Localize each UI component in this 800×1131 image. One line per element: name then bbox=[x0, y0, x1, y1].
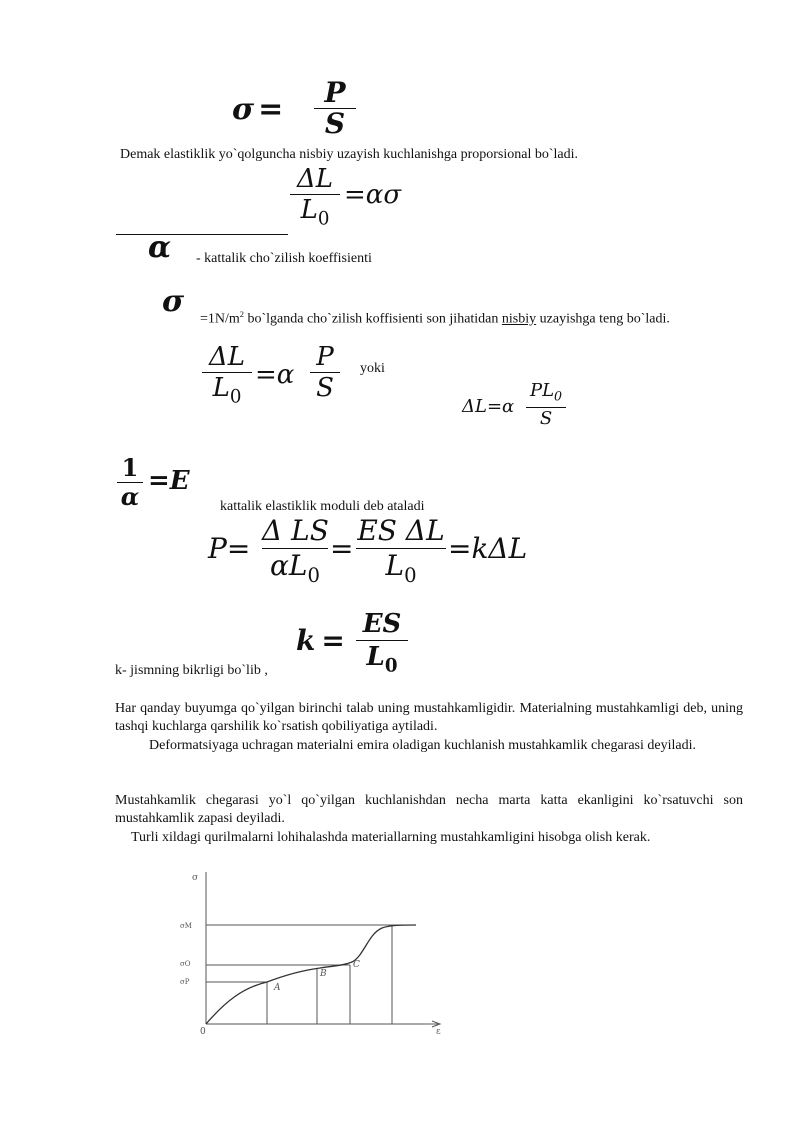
formula5-rhs: =E bbox=[148, 466, 190, 496]
divider-line bbox=[116, 234, 288, 235]
formula7-lhs bbox=[296, 624, 345, 657]
formula3-den-sub: 0 bbox=[229, 386, 242, 408]
paragraph-strength: Har qanday buyumga qo`yilgan birinchi talab uning mustahkamligidir. Materialning mustahkamligi deb, uning tashqi kuchlarga qarshilik ko`rsatish qobiliyatiga aytiladi. bbox=[115, 701, 743, 734]
formula5-num: 1 bbox=[121, 453, 139, 482]
paragraph-ultimate-strength: Deformatsiyaga uchragan materialni emira oladigan kuchlanish mustahkamlik chegarasi deyiladi. bbox=[149, 738, 696, 753]
sigma-symbol: σ bbox=[162, 284, 185, 319]
level-label-sigma-m: σM bbox=[180, 922, 192, 930]
formula-stress-den: S bbox=[324, 107, 346, 140]
formula-stress-fraction bbox=[314, 78, 356, 139]
y-axis-label: σ bbox=[192, 873, 199, 883]
formula6-f1-den: αL bbox=[270, 549, 308, 582]
formula7-eq: = bbox=[321, 624, 345, 657]
level-label-sigma-o: σO bbox=[180, 960, 191, 968]
sigma-def-before: =1N/m bbox=[200, 311, 240, 327]
level-label-sigma-p: σP bbox=[180, 978, 190, 986]
formula3-num2: P bbox=[316, 342, 334, 372]
formula7-k: k bbox=[296, 624, 316, 657]
paragraph-design: Turli xildagi qurilmalarni lohihalashda materiallarning mustahkamligini hisobga olish kerak. bbox=[131, 830, 651, 845]
formula6-f2-den-sub: 0 bbox=[404, 563, 417, 587]
point-label-b: B bbox=[320, 969, 327, 979]
alpha-symbol: α bbox=[148, 230, 172, 265]
formula7-den-sub: 0 bbox=[384, 655, 398, 677]
formula6-f1-den-sub: 0 bbox=[307, 563, 320, 587]
sigma-def-after: uzayishga teng bo`ladi. bbox=[536, 311, 670, 327]
text-proportional: Demak elastiklik yo`qolguncha nisbiy uzayish kuchlanishga proporsional bo`ladi. bbox=[120, 147, 579, 162]
formula6-f2-den: L bbox=[385, 549, 405, 582]
formula4-den: S bbox=[539, 408, 553, 430]
paragraph-safety-factor: Mustahkamlik chegarasi yo`l qo`yilgan kuchlanishdan necha marta katta ekanligini ko`rsatuvchi son mustahkamlik zapasi deyiladi. bbox=[115, 793, 743, 826]
formula-stress-eq: = bbox=[258, 92, 284, 127]
x-axis-label: ε bbox=[436, 1027, 441, 1037]
formula3-fraction2 bbox=[310, 342, 340, 403]
text-yoki: yoki bbox=[360, 361, 385, 376]
formula4-num: PL bbox=[529, 380, 555, 401]
formula4-num-sub: 0 bbox=[554, 388, 563, 404]
formula3-den: L bbox=[212, 373, 230, 403]
stress-strain-curve bbox=[206, 925, 416, 1024]
formula-modulus bbox=[117, 454, 143, 511]
point-label-a: A bbox=[274, 983, 281, 993]
formula6-fraction1 bbox=[262, 514, 328, 593]
alpha-definition-text: - kattalik cho`zilish koeffisienti bbox=[196, 251, 372, 266]
formula3-eq: =α bbox=[255, 360, 295, 390]
stress-strain-diagram bbox=[170, 864, 460, 1044]
formula3-den2: S bbox=[316, 373, 334, 403]
sigma-definition-text bbox=[200, 306, 670, 329]
formula7-fraction bbox=[356, 608, 408, 682]
formula6-f1-num: Δ LS bbox=[262, 514, 329, 547]
formula2-den: L bbox=[300, 195, 318, 225]
sigma-def-underlined: nisbiy bbox=[501, 311, 537, 327]
origin-label: 0 bbox=[200, 1027, 206, 1037]
text-modulus: kattalik elastiklik moduli deb ataladi bbox=[220, 499, 425, 514]
formula5-den: α bbox=[120, 482, 140, 511]
formula6-lhs: P= bbox=[208, 532, 251, 565]
formula-relative-elongation bbox=[290, 164, 340, 234]
formula6-eq2: = bbox=[330, 532, 354, 565]
formula6-f2-num: ES ΔL bbox=[357, 514, 445, 547]
sigma-def-mid: bo`lganda cho`zilish koffisienti son jihatidan bbox=[243, 311, 502, 327]
formula6-rhs: =kΔL bbox=[448, 532, 528, 565]
formula2-rhs: =ασ bbox=[344, 180, 402, 210]
formula7-den: L bbox=[366, 642, 385, 672]
formula-stress-num: P bbox=[324, 76, 346, 109]
formula3-num: ΔL bbox=[208, 342, 246, 372]
formula6-fraction2 bbox=[356, 514, 446, 593]
formula4-fraction bbox=[526, 380, 566, 430]
formula7-num: ES bbox=[362, 609, 402, 639]
formula-stress bbox=[232, 92, 287, 127]
text-stiffness: k- jismning bikrligi bo`lib , bbox=[115, 663, 268, 678]
point-label-c: C bbox=[353, 960, 360, 970]
formula-elongation-load bbox=[202, 342, 252, 412]
sigma-def-sup: 2 bbox=[239, 310, 244, 319]
formula-stress-lhs: σ bbox=[232, 92, 255, 127]
formula2-den-sub: 0 bbox=[317, 208, 330, 230]
formula4-lhs: ΔL=α bbox=[462, 396, 515, 417]
formula2-num: ΔL bbox=[296, 164, 334, 194]
